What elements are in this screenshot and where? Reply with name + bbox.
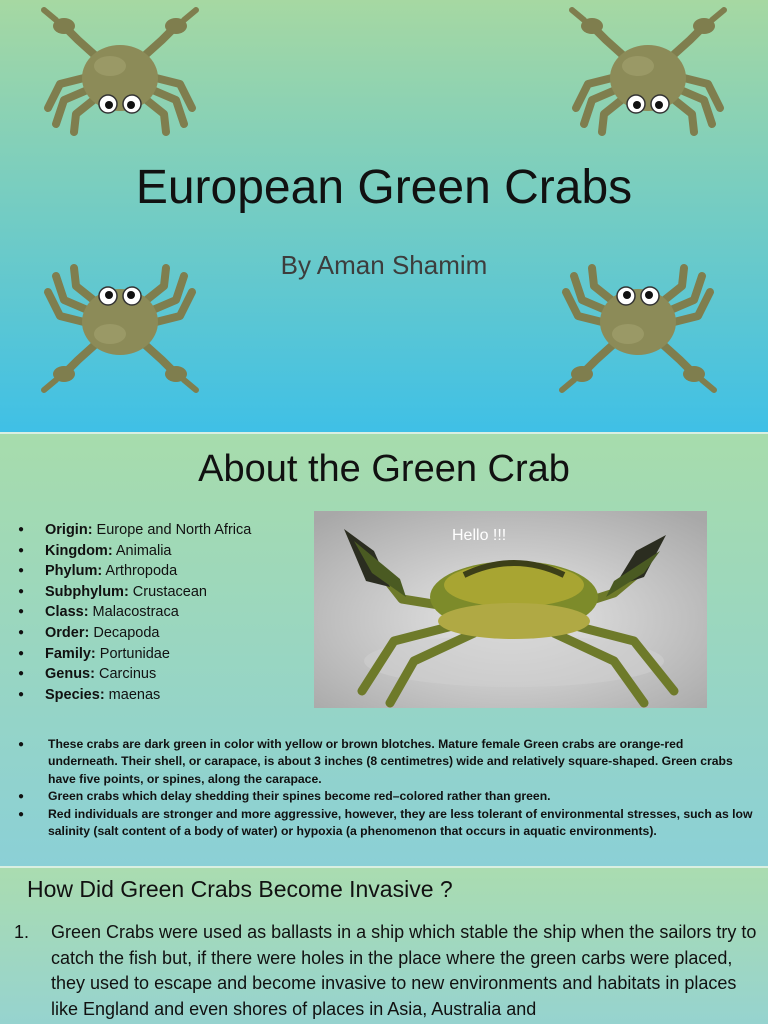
list-item: ● Order: Decapoda (18, 623, 251, 644)
crab-icon (30, 264, 210, 394)
step-number: 1. (14, 922, 30, 942)
list-item: ● Kingdom: Animalia (18, 541, 251, 562)
steps-list (14, 920, 759, 1022)
list-item: ● These crabs are dark green in color with yellow or brown blotches. Mature female Green crabs are orange-red underneath. Their shell, or carapace, is about 3 inches (8 centimetres) wide and relatively square-shaped. Green crabs have five points, or spines, along the carapace. (18, 736, 753, 788)
step-text: Green Crabs were used as ballasts in a ship which stable the ship when the sailors try to catch the fish but, if there were holes in the place where the green carbs were placed, they used to escape and become invasive to new environments and habitats in places like England and even shores of places in Asia, Australia and (51, 922, 757, 1019)
section-title: How Did Green Crabs Become Invasive ? (27, 876, 453, 902)
list-item (14, 920, 759, 1022)
bullet-icon: ● (18, 565, 25, 577)
bullet-icon: ● (18, 626, 25, 638)
list-item: ● Green crabs which delay shedding their spines become red–colored rather than green. (18, 788, 753, 805)
list-item: ● Genus: Carcinus (18, 664, 251, 685)
list-item: ● Red individuals are stronger and more aggressive, however, they are less tolerant of environmental stresses, such as low salinity (salt content of a body of water) or hypoxia (a phenomenon that occurs in aquatic environments). (18, 806, 753, 841)
taxonomy-list (18, 520, 251, 705)
bullet-icon: ● (18, 544, 25, 556)
crab-photo (314, 511, 707, 708)
bullet-icon: ● (18, 808, 25, 820)
bullet-icon: ● (18, 791, 25, 803)
bullet-icon: ● (18, 688, 25, 700)
about-slide (0, 434, 768, 866)
crab-icon (558, 6, 738, 136)
list-item: ● Phylum: Arthropoda (18, 561, 251, 582)
section-title: About the Green Crab (198, 448, 570, 490)
bullet-icon: ● (18, 647, 25, 659)
bullet-icon: ● (18, 606, 25, 618)
list-item: ● Origin: Europe and North Africa (18, 520, 251, 541)
list-item: ● Species: maenas (18, 685, 251, 706)
list-item: ● Class: Malacostraca (18, 602, 251, 623)
bullet-icon: ● (18, 585, 25, 597)
photo-caption: Hello !!! (452, 527, 507, 544)
crab-icon (30, 6, 210, 136)
page-title: European Green Crabs (135, 161, 633, 214)
crab-icon (548, 264, 728, 394)
bullet-icon: ● (18, 524, 25, 535)
page-subtitle: By Aman Shamim (280, 250, 488, 280)
bullet-icon: ● (18, 739, 25, 750)
invasive-slide (0, 868, 768, 1024)
bullet-icon: ● (18, 668, 25, 680)
facts-list (18, 736, 753, 840)
list-item: ● Subphylum: Crustacean (18, 582, 251, 603)
list-item: ● Family: Portunidae (18, 644, 251, 665)
title-slide (0, 0, 768, 432)
